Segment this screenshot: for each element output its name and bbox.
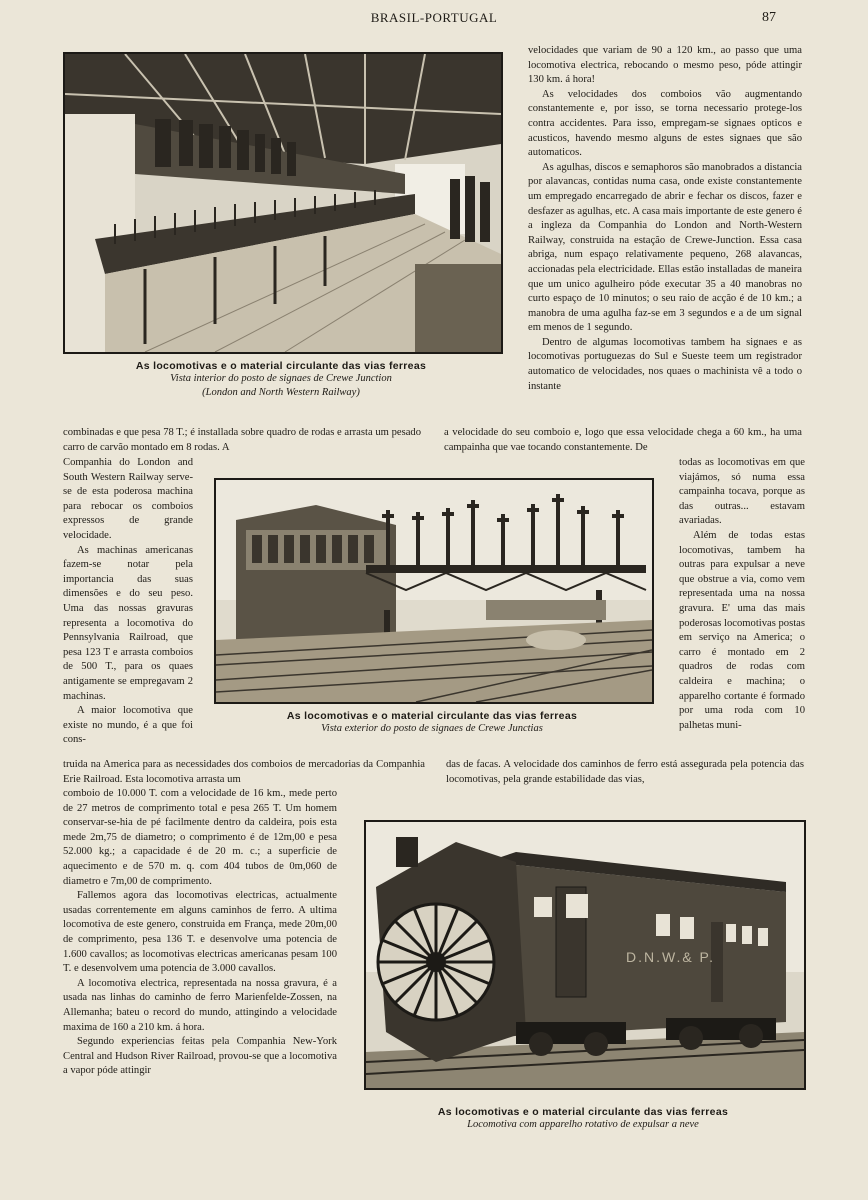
left-bottom-column bbox=[63, 787, 337, 1079]
paragraph: das de facas. A velocidade dos caminhos de ferro está assegurada pela potencia das locomotivas, pela grande estabilidade das vias, bbox=[446, 759, 804, 785]
figure2-subtitle: Vista exterior do posto de signaes de Crewe Junctias bbox=[321, 723, 543, 734]
figure1-title: As locomotivas e o material circulante das vias ferreas bbox=[135, 360, 427, 372]
page-header bbox=[0, 10, 868, 34]
signal-box-exterior-photo bbox=[214, 478, 654, 704]
paragraph: A maior locomotiva que existe no mundo, é a que foi cons- bbox=[63, 705, 193, 746]
figure3-title: As locomotivas e o material circulante das vias ferreas bbox=[437, 1106, 729, 1118]
paragraph: Segundo experiencias feitas pela Companhia New-York Central and Hudson River Railroad, provou-se que a locomotiva a vapor póde attingir bbox=[63, 1036, 337, 1077]
paragraph: As agulhas, discos e semaphoros são manobrados a distancia por alavancas, contidas numa casa, onde existe constantemente um empregado encarregado de abrir e fechar os discos, fazer e desfazer as agulhas, etc. A casa mais importante de este genero é a ingleza da Companhia do London and North-Western Railway, construida na estação de Crewe-Junction. Essa casa abriga, num espaço relativamente pequeno, 268 alavancas, accionadas pela electricidade. Ellas estão installadas de maneira que um unico agulheiro póde executar 35 a 40 manobras no curto espaço de 10 minutos; o seu raio de acção é de 10 km.; a manobra de uma agulha faz-se em 3 segundos e a de um signal em menos de 1 segundo. bbox=[528, 161, 802, 334]
right-full-line bbox=[444, 426, 802, 455]
paragraph: a velocidade do seu comboio e, logo que essa velocidade chega a 60 km., ha uma campainha que vae tocando constantemente. De bbox=[444, 427, 802, 453]
paragraph: As velocidades dos comboios vão augmentando constantemente e, por isso, se torna necessario protege-los contra accidentes. Para isso, empregam-se signaes opticos e acusticos, havendo mesmo alguns de estes signaes que são automaticos. bbox=[528, 88, 802, 159]
right-top-column bbox=[528, 44, 802, 394]
signal-box-interior-photo bbox=[63, 52, 503, 354]
figure3-caption bbox=[364, 1106, 802, 1132]
figure2-caption bbox=[214, 710, 650, 736]
paragraph: combinadas e que pesa 78 T.; é installada sobre quadro de rodas e arrasta um pesado carro de carvão montado em 8 rodas. A bbox=[63, 427, 421, 453]
paragraph: As machinas americanas fazem-se notar pela importancia das suas dimensões e do seu peso. Uma das nossas gravuras representa a locomotiva do Pennsylvania Railroad, que pesa 123 T e arrasta comboios de 500 T., para os quaes antigamente se empregavam 2 machinas. bbox=[63, 544, 193, 702]
snow-plough-locomotive-photo bbox=[364, 820, 806, 1090]
paragraph: Além de todas estas locomotivas, tambem ha outras para expulsar a neve que obstrue a via, como vem representada uma na nossa gravura. E' uma das mais poderosas locomotivas postas em serviço na America; o carro é montado em 2 quadros de rodas com caldeira e machina; o apparelho cortante é formado por uma roda com 10 palhetas muni- bbox=[679, 529, 805, 731]
right-wide-line bbox=[446, 758, 804, 787]
figure1-caption bbox=[63, 360, 499, 400]
locomotive-lettering: D.N.W.& P. bbox=[626, 949, 715, 965]
figure3-subtitle: Locomotiva com apparelho rotativo de expulsar a neve bbox=[467, 1119, 699, 1130]
paragraph: truida na America para as necessidades dos comboios de mercadorias da Companhia Erie Railroad. Esta locomotiva arrasta um bbox=[63, 759, 425, 785]
paragraph: Companhia do London and South Western Railway serve-se de esta poderosa machina para rebocar os comboios expressos de grande velocidade. bbox=[63, 457, 193, 541]
paragraph: Dentro de algumas locomotivas tambem ha signaes e as locomotivas portuguezas do Sul e Sueste teem um registrador automatico de velocidades, nos quaes o machinista vê a todo o instante bbox=[528, 336, 802, 392]
paragraph: todas as locomotivas em que viajámos, só numa essa campainha tocava, porque as das outras... estavam avariadas. bbox=[679, 457, 805, 527]
left-wide-line bbox=[63, 758, 425, 787]
paragraph: comboio de 10.000 T. com a velocidade de 16 km., mede perto de 27 metros de comprimento total e pesa 265 T. Um homem conservar-se-hia de pé facilmente dentro da caldeira, pois esta mede 2m,75 de diametro; o comprimento é de 12m,00 e pesa 52.000 kg.; a capacidade é de 20 m. c.; a superficie de aquecimento e de 570 m. q. com 404 tubos de 0m,060 de diametro e 7m,00 de comprimento. bbox=[63, 788, 337, 887]
figure1-subtitle2: (London and North Western Railway) bbox=[202, 387, 360, 398]
left-narrow-column bbox=[63, 456, 193, 748]
right-narrow-column bbox=[679, 456, 805, 733]
figure1-subtitle: Vista interior do posto de signaes de Crewe Junction bbox=[170, 373, 392, 384]
paragraph: velocidades que variam de 90 a 120 km., ao passo que uma locomotiva electrica, rebocando o mesmo peso, póde attingir 130 km. á hora! bbox=[528, 45, 802, 86]
paragraph: A locomotiva electrica, representada na nossa gravura, é a usada nas linhas do caminho de ferro Marienfelde-Zossen, na Allemanha; bateu o record do mundo, attingindo a velocidade maxima de 160 a 210 km. á hora. bbox=[63, 977, 337, 1033]
paragraph: Fallemos agora das locomotivas electricas, actualmente usadas correntemente em alguns caminhos de ferro. A ultima locomotiva de este genero, construida em França, mede 20m,00 de comprimento, pesa 136 T. e desenvolve uma potencia de 1.600 cavallos; as locomotivas electricas americanas pesam 100 T. e desenvolvem uma potencia de 3.000 cavallos. bbox=[63, 890, 337, 975]
figure2-title: As locomotivas e o material circulante das vias ferreas bbox=[286, 710, 578, 722]
left-full-line bbox=[63, 426, 421, 455]
running-title: BRASIL-PORTUGAL bbox=[370, 10, 498, 25]
page-number: 87 bbox=[762, 10, 776, 25]
